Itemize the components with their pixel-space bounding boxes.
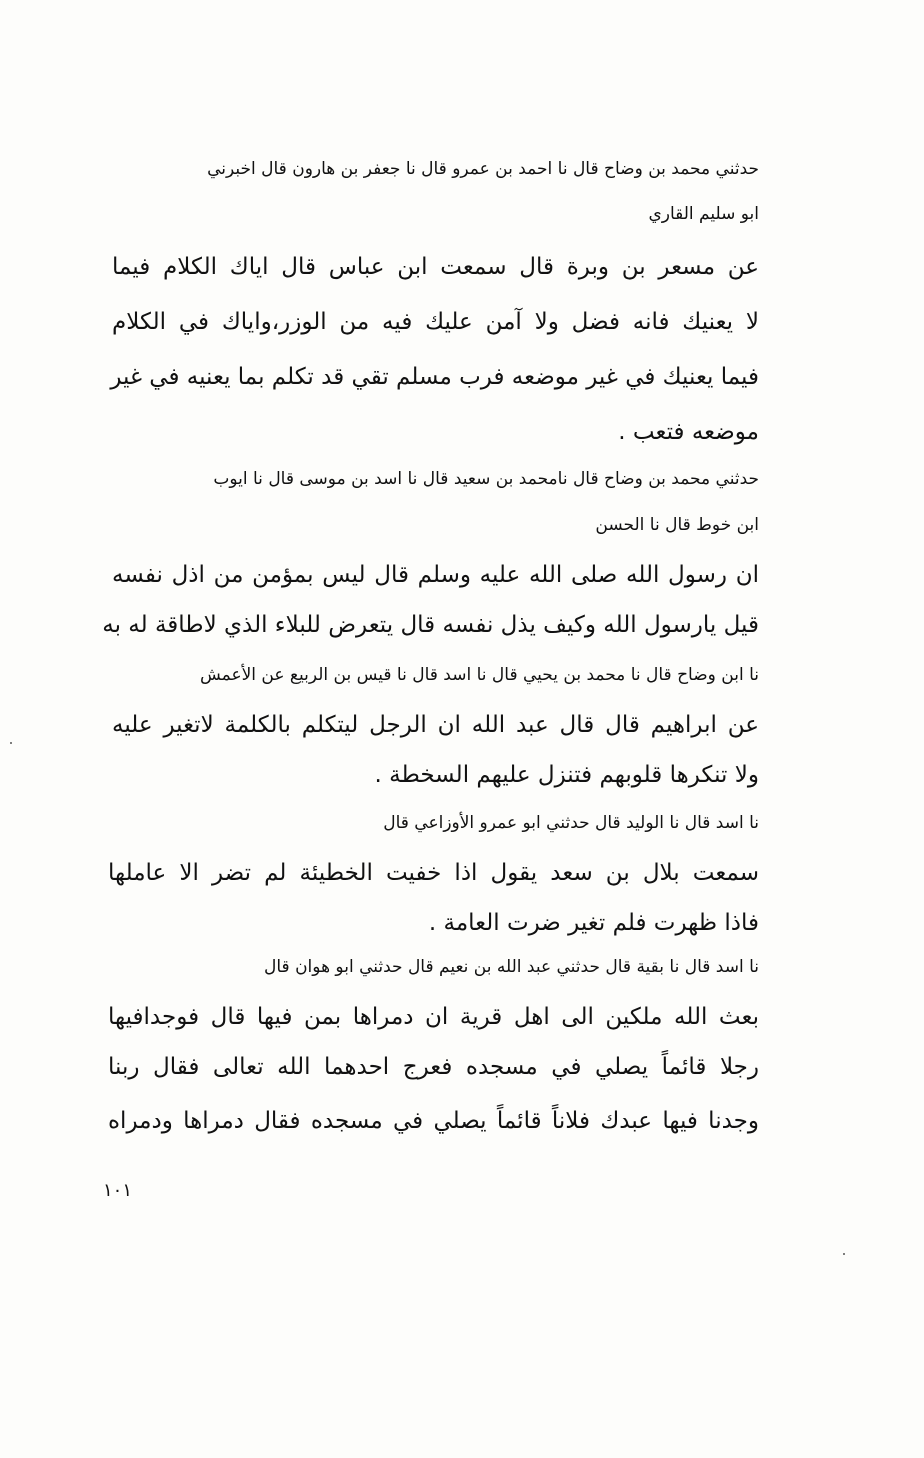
scan-speck [10, 742, 12, 744]
matn-line: وجدنا فيها عبدك فلاناً قائماً يصلي في مسجده فقال دمراها ودمراه [108, 1108, 759, 1134]
matn-line: رجلا قائماً يصلي في مسجده فعرج احدهما الله تعالى فقال ربنا [108, 1054, 759, 1080]
isnad-line: ابن خوط قال نا الحسن [595, 515, 759, 535]
isnad-line: نا ابن وضاح قال نا محمد بن يحيي قال نا اسد قال نا قيس بن الربيع عن الأعمش [199, 665, 759, 685]
matn-line: سمعت بلال بن سعد يقول اذا خفيت الخطيئة لم تضر الا عاملها [108, 860, 759, 886]
matn-line: لا يعنيك فانه فضل ولا آمن عليك فيه من الوزر،واياك في الكلام [112, 309, 759, 335]
matn-line: فاذا ظهرت فلم تغير ضرت العامة . [428, 910, 759, 936]
matn-line: عن مسعر بن وبرة قال سمعت ابن عباس قال اياك الكلام فيما [112, 254, 759, 280]
matn-line: ان رسول الله صلى الله عليه وسلم قال ليس بمؤمن من اذل نفسه [112, 562, 759, 588]
matn-line: ولا تنكرها قلوبهم فتنزل عليهم السخطة . [374, 762, 759, 788]
isnad-line: حدثني محمد بن وضاح قال نا احمد بن عمرو قال نا جعفر بن هارون قال اخبرني [207, 159, 759, 179]
isnad-line: حدثني محمد بن وضاح قال نامحمد بن سعيد قال نا اسد بن موسى قال نا ايوب [213, 469, 759, 489]
isnad-line: نا اسد قال نا الوليد قال حدثني ابو عمرو الأوزاعي قال [383, 813, 759, 833]
isnad-line: ابو سليم القاري [648, 204, 759, 224]
matn-line: بعث الله ملكين الى اهل قرية ان دمراها بمن فيها قال فوجدافيها [108, 1004, 759, 1030]
scan-speck [843, 1253, 845, 1255]
isnad-line: نا اسد قال نا بقية قال حدثني عبد الله بن نعيم قال حدثني ابو هوان قال [264, 957, 759, 977]
page-number: ١٠١ [103, 1180, 133, 1201]
matn-line: قيل يارسول الله وكيف يذل نفسه قال يتعرض للبلاء الذي لاطاقة له به [102, 612, 759, 638]
matn-line: موضعه فتعب . [618, 419, 759, 445]
matn-line: فيما يعنيك في غير موضعه فرب مسلم تقي قد تكلم بما يعنيه في غير [110, 364, 759, 390]
matn-line: عن ابراهيم قال قال عبد الله ان الرجل ليتكلم بالكلمة لاتغير عليه [112, 712, 759, 738]
